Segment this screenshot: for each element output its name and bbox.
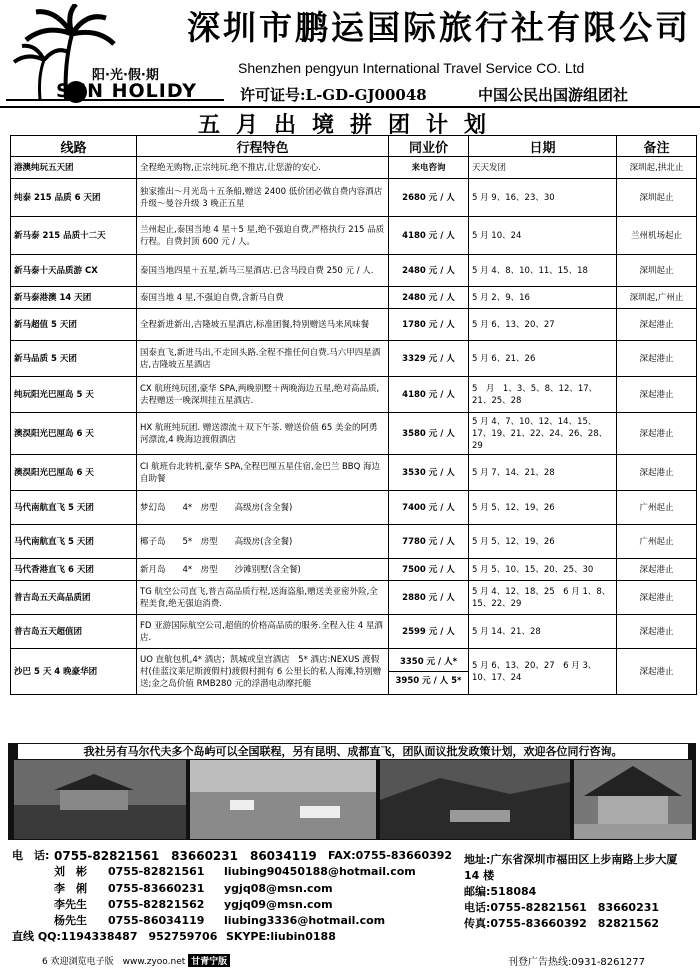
- contact-email[interactable]: ygjq09@msn.com: [224, 897, 333, 911]
- table-row: [11, 455, 697, 491]
- route-cell: 新马泰十天品质游 CX: [11, 255, 137, 287]
- route-cell: 纯玩阳光巴厘岛 5 天: [11, 377, 137, 413]
- note-cell: 深圳起,广州止: [617, 287, 697, 309]
- price-cell: 2680 元 / 人: [389, 179, 469, 217]
- feature-cell: CI 航班台北转机,豪华 SPA,全程巴厘五星住宿,金巴兰 BBQ 海边自助餐: [137, 455, 389, 491]
- contact-person: [12, 864, 462, 880]
- contact-name: 李 俐: [54, 881, 87, 895]
- island-photo: [380, 760, 570, 839]
- route-cell: 新马超值 5 天团: [11, 309, 137, 341]
- edition-badge: 甘青宁版: [188, 954, 230, 967]
- route-cell: 普吉岛五天高品质团: [11, 581, 137, 615]
- note-cell: 深起港止: [617, 615, 697, 649]
- route-cell: 马代南航直飞 5 天团: [11, 491, 137, 525]
- contact-phone: 0755-86034119: [108, 914, 205, 928]
- qq-numbers: 直线 QQ:1194338487 952759706: [12, 930, 218, 944]
- table-row: [11, 615, 697, 649]
- skype-id: SKYPE:liubin0188: [226, 930, 336, 944]
- feature-cell: HX 航班纯玩团. 赠送漂流＋双下午茶. 赠送价值 65 美金的阿勇河漂流,4 晚海边渡假酒店: [137, 413, 389, 455]
- table-row: [11, 341, 697, 377]
- table-row: [11, 491, 697, 525]
- route-cell: 新马品质 5 天团: [11, 341, 137, 377]
- date-cell: 5 月 4、12、18、25 6 月 1、8、15、22、29: [469, 581, 617, 615]
- date-cell: 5 月 5、12、19、26: [469, 491, 617, 525]
- route-cell: 新马泰港澳 14 天团: [11, 287, 137, 309]
- feature-cell: 独家推出～月光岛＋五条船,赠送 2400 低价团必做自费内容酒店升级～曼谷升级 3 晚正五星: [137, 179, 389, 217]
- beach-photo: [190, 760, 376, 839]
- feature-cell: 椰子岛 5* 房型 高级房(含全餐): [137, 525, 389, 559]
- pavilion-photo: [574, 760, 692, 839]
- contact-email[interactable]: ygjq08@msn.com: [224, 881, 333, 895]
- date-cell: 天天发团: [469, 157, 617, 179]
- feature-cell: 全程绝无购物,正宗纯玩.绝不推店,让您游的安心.: [137, 157, 389, 179]
- note-cell: 深起港止: [617, 559, 697, 581]
- price-cell: 7500 元 / 人: [389, 559, 469, 581]
- feature-cell: 全程新进新出,吉隆坡五星酒店,标准团餐,特别赠送马来风味餐: [137, 309, 389, 341]
- note-cell: 深起港止: [617, 341, 697, 377]
- price-cell: 1780 元 / 人: [389, 309, 469, 341]
- date-cell: 5 月 6、13、20、27: [469, 309, 617, 341]
- table-row: [11, 287, 697, 309]
- price-option: 3350 元 / 人*: [399, 657, 458, 667]
- ad-hotline: 刊登广告热线:0931-8261277: [508, 957, 645, 968]
- price-cell: 7400 元 / 人: [389, 491, 469, 525]
- contact-person: [12, 881, 462, 897]
- price-cell: 3530 元 / 人: [389, 455, 469, 491]
- price-cell: 3329 元 / 人: [389, 341, 469, 377]
- fax-number: FAX:0755-83660392: [328, 849, 453, 862]
- feature-cell: 梦幻岛 4* 房型 高级房(含全餐): [137, 491, 389, 525]
- contact-email[interactable]: liubing90450188@hotmail.com: [224, 865, 416, 879]
- company-name-en: Shenzhen pengyun International Travel Service CO. Ltd: [238, 60, 585, 76]
- table-row: [11, 217, 697, 255]
- price-cell: [389, 649, 469, 695]
- col-date: 日期: [469, 136, 617, 157]
- route-cell: 马代香港直飞 6 天团: [11, 559, 137, 581]
- route-cell: 纯泰 215 品质 6 天团: [11, 179, 137, 217]
- phone-numbers: 0755-82821561 83660231 86034119: [54, 849, 317, 863]
- logo-wordmark: SUN HOLIDY: [56, 80, 198, 102]
- note-cell: 深起港止: [617, 377, 697, 413]
- feature-cell: FD 亚游国际航空公司,超值的价格高品质的服务.全程入住 4 星酒店.: [137, 615, 389, 649]
- contact-person: [12, 913, 462, 929]
- date-cell: 5 月 9、16、23、30: [469, 179, 617, 217]
- note-cell: 深起港止: [617, 413, 697, 455]
- price-cell: 2880 元 / 人: [389, 581, 469, 615]
- table-header-row: [11, 136, 697, 157]
- tour-plan-table: [10, 135, 697, 695]
- table-row: [11, 413, 697, 455]
- contact-phone: 0755-83660231: [108, 881, 205, 895]
- col-feature: 行程特色: [137, 136, 389, 157]
- contact-phone: 0755-82821561: [108, 865, 205, 879]
- route-cell: 港澳纯玩五天团: [11, 157, 137, 179]
- contact-name: 李先生: [54, 897, 87, 911]
- note-cell: 深圳起止: [617, 179, 697, 217]
- col-route: 线路: [11, 136, 137, 157]
- route-cell: 澳淏阳光巴厘岛 6 天: [11, 455, 137, 491]
- contact-name: 杨先生: [54, 914, 87, 928]
- contact-name: 刘 彬: [54, 865, 87, 879]
- price-option: 3950 元 / 人 5*: [389, 671, 468, 690]
- price-cell: 2480 元 / 人: [389, 255, 469, 287]
- svg-text:阳·光·假·期: 阳·光·假·期: [92, 68, 159, 83]
- date-cell: 5 月 4、8、10、11、15、18: [469, 255, 617, 287]
- company-name-cn: 深圳市鹏运国际旅行社有限公司: [187, 8, 691, 47]
- address-block: [464, 852, 696, 932]
- route-cell: 普吉岛五天超值团: [11, 615, 137, 649]
- date-cell: 5 月 6、21、26: [469, 341, 617, 377]
- date-cell: 5 月 5、10、15、20、25、30: [469, 559, 617, 581]
- route-cell: 新马泰 215 品质十二天: [11, 217, 137, 255]
- contact-person: [12, 897, 462, 913]
- table-row: [11, 377, 697, 413]
- resort-photo: [14, 760, 186, 839]
- feature-cell: 新月岛 4* 房型 沙滩别墅(含全餐): [137, 559, 389, 581]
- table-row: [11, 157, 697, 179]
- price-cell: 4180 元 / 人: [389, 377, 469, 413]
- date-cell: 5 月 4、7、10、12、14、15、17、19、21、22、24、26、28、29: [469, 413, 617, 455]
- note-cell: 深起港止: [617, 455, 697, 491]
- note-cell: 兰州机场起止: [617, 217, 697, 255]
- feature-cell: 泰国当地四星＋五星,新马三星酒店.已含马段自费 250 元 / 人.: [137, 255, 389, 287]
- date-cell: 5 月 2、9、16: [469, 287, 617, 309]
- price-cell: 3580 元 / 人: [389, 413, 469, 455]
- contact-block: [12, 848, 462, 946]
- price-cell: 2599 元 / 人: [389, 615, 469, 649]
- note-cell: 广州起止: [617, 525, 697, 559]
- address-tel: 电话:0755-82821561 83660231: [464, 901, 660, 914]
- table-row: [11, 525, 697, 559]
- note-cell: 广州起止: [617, 491, 697, 525]
- license-number: 许可证号:L-GD-GJ00048: [240, 86, 427, 104]
- date-cell: 5 月 1、3、5、8、12、17、21、25、28: [469, 377, 617, 413]
- date-cell: 5 月 6、13、20、27 6 月 3、10、17、24: [469, 649, 617, 695]
- route-cell: 澳淏阳光巴厘岛 6 天: [11, 413, 137, 455]
- table-row: [11, 559, 697, 581]
- feature-cell: TG 航空公司直飞,普吉高品质行程,送海盗船,赠送美亚密外险,全程美食,绝无强迫消费.: [137, 581, 389, 615]
- table-row: [11, 309, 697, 341]
- note-cell: 深圳起止: [617, 255, 697, 287]
- price-cell: 4180 元 / 人: [389, 217, 469, 255]
- feature-cell: UO 直航包机,4* 酒店；凯城或皇宫酒店 5* 酒店:NEXUS 渡假村(佳蓝汶莱尼斯渡假村)渡假村拥有 6 公里长的私人海滩,特别赠送;金之岛价值 RMB280 元的浮潜电动摩托艇: [137, 649, 389, 695]
- date-cell: 5 月 14、21、28: [469, 615, 617, 649]
- feature-cell: CX 航班纯玩团,豪华 SPA,两晚别墅＋两晚海边五星,绝对高品质,去程赠送一晚深圳挂五星酒店.: [137, 377, 389, 413]
- table-row: [11, 179, 697, 217]
- feature-cell: 兰州起止,泰国当地 4 星＋5 星,绝不强迫自费,严格执行 215 品质行程。自费封顶 600 元 / 人。: [137, 217, 389, 255]
- route-cell: 沙巴 5 天 4 晚豪华团: [11, 649, 137, 695]
- feature-cell: 国泰直飞,新进马出,不走回头路.全程不推任何自费.马六甲四星酒店,吉隆坡五星酒店: [137, 341, 389, 377]
- footer-site: 欢迎浏览电子版 www.zyoo.net: [50, 957, 186, 967]
- contact-email[interactable]: liubing3336@hotmail.com: [224, 914, 386, 928]
- page-number: 6: [42, 957, 48, 967]
- address: 地址:广东省深圳市福田区上步南路上步大厦 14 楼: [464, 853, 678, 882]
- col-note: 备注: [617, 136, 697, 157]
- price-cell: 来电咨询: [389, 157, 469, 179]
- price-cell: 2480 元 / 人: [389, 287, 469, 309]
- date-cell: 5 月 10、24: [469, 217, 617, 255]
- route-cell: 马代南航直飞 5 天团: [11, 525, 137, 559]
- date-cell: 5 月 7、14、21、28: [469, 455, 617, 491]
- page-title: 五月出境拼团计划: [197, 112, 502, 138]
- header: [0, 0, 700, 110]
- price-cell: 7780 元 / 人: [389, 525, 469, 559]
- group-note: 中国公民出国游组团社: [478, 86, 629, 104]
- note-cell: 深起港止: [617, 581, 697, 615]
- note-cell: 深起港止: [617, 649, 697, 695]
- promo-banner: 我社另有马尔代夫多个岛屿可以全国联程，另有昆明、成都直飞，团队面议批发政策计划，欢迎各位同行咨询。: [18, 744, 688, 759]
- address-fax: 传真:0755-83660392 82821562: [464, 917, 660, 930]
- feature-cell: 泰国当地 4 星,不强迫自费,含新马自费: [137, 287, 389, 309]
- page-footer: [0, 946, 700, 971]
- contact-phone: 0755-82821562: [108, 897, 205, 911]
- note-cell: 深起港止: [617, 309, 697, 341]
- note-cell: 深圳起,拱北止: [617, 157, 697, 179]
- postcode: 邮编:518084: [464, 885, 537, 898]
- table-row: [11, 649, 697, 695]
- col-price: 同业价: [389, 136, 469, 157]
- phone-label: 电 话:: [12, 849, 50, 862]
- table-row: [11, 255, 697, 287]
- table-row: [11, 581, 697, 615]
- date-cell: 5 月 5、12、19、26: [469, 525, 617, 559]
